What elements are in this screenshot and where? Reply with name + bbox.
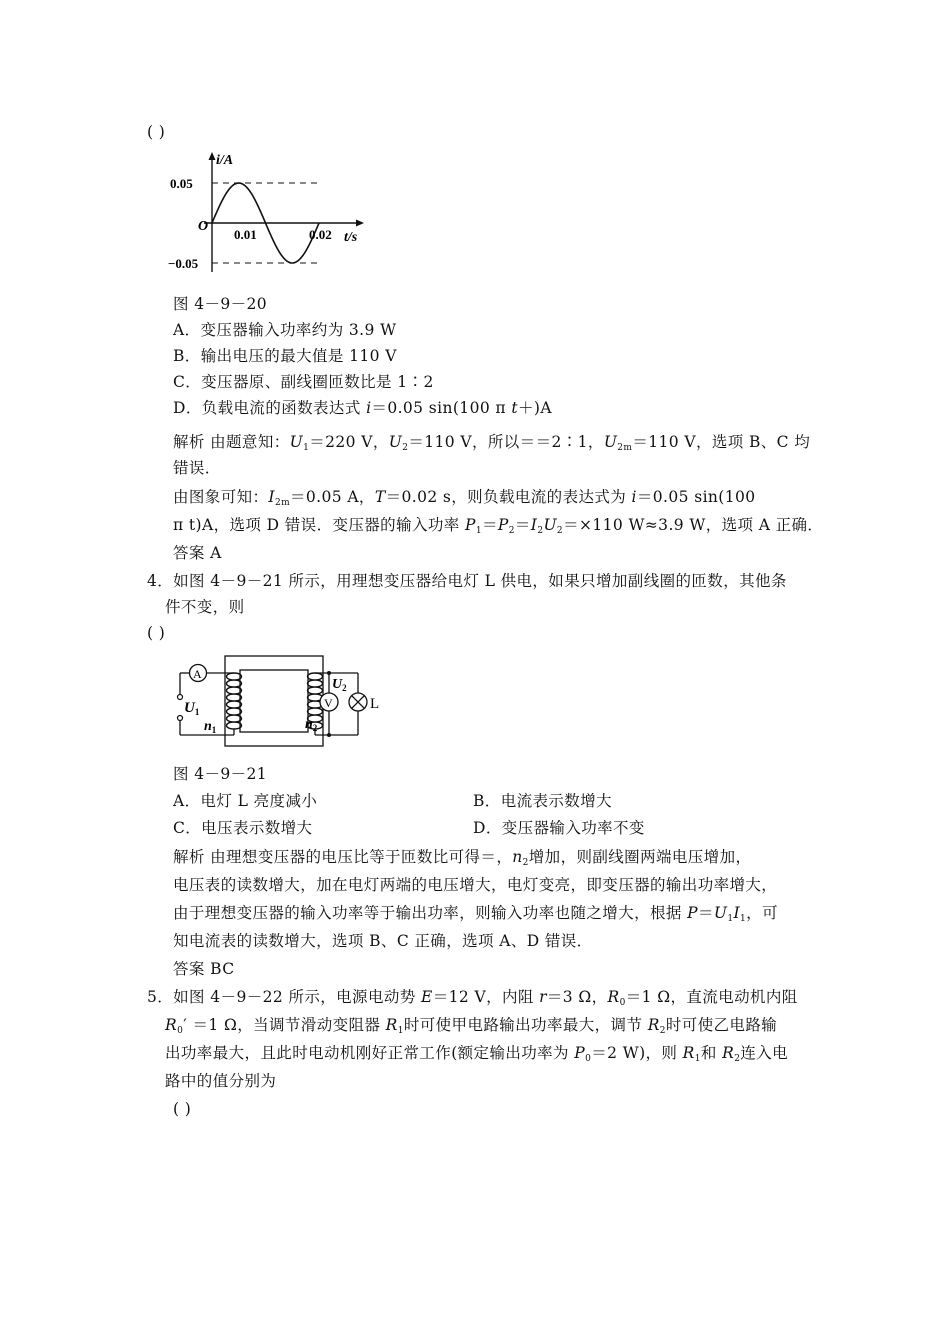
y-axis-arrow (209, 152, 216, 160)
n2-label: $n_2$ (305, 717, 318, 733)
q4-explanation-line4: 知电流表的读数增大，选项 B、C 正确，选项 A、D 错误． (173, 932, 593, 950)
q4-option-a: A．电灯 L 亮度减小 (173, 792, 318, 810)
q5-stem-line1: 5．如图 4－9－22 所示，电源电动势 E＝12 V，内阻 r＝3 Ω，$R_0=1$ Ω，直流电动机内阻 (147, 988, 798, 1008)
q4-answer-paren: ( ) (147, 624, 166, 642)
primary-coil (227, 673, 242, 729)
u1-label: $U_1$ (184, 700, 200, 717)
q4-explanation-line1: 解析 由理想变压器的电压比等于匝数比可得＝，$n_2$增加，则副线圈两端电压增加， (173, 848, 752, 868)
q4-transformer-circuit (170, 650, 390, 750)
y-min-label: −0.05 (168, 256, 199, 271)
y-axis-label: i/A (216, 153, 234, 168)
x-tick-002: 0.02 (309, 227, 332, 242)
q5-stem-line3: 出功率最大，且此时电动机刚好正常工作(额定输出功率为 $P_0=2$ W)，则 $R_1$和 $R_2$连入电 (165, 1044, 789, 1064)
y-max-label: 0.05 (170, 176, 193, 191)
q3-explanation-line3: 由图象可知：$I_{2m}=0.05$ A，T＝0.02 s，则负载电流的表达式为 i＝0.05 sin(100 (173, 488, 756, 508)
q4-explanation-line3: 由于理想变压器的输入功率等于输出功率，则输入功率也随之增大，根据 $P=U_1I_1$，可 (173, 904, 778, 924)
q4-option-b: B．电流表示数增大 (473, 792, 612, 810)
q3-explanation-line4: π t)A，选项 D 错误．变压器的输入功率 $P_1=P_2=I_2U_2=\times 110$ W≈3.9 W，选项 A 正确． (173, 516, 824, 536)
q3-explanation-line2: 错误． (173, 459, 221, 477)
q3-option-a: A．变压器输入功率约为 3.9 W (173, 321, 397, 339)
q4-stem-line1: 4．如图 4－9－21 所示，用理想变压器给电灯 L 供电，如果只增加副线圈的匝数，其他条 (147, 572, 787, 590)
q3-option-b: B．输出电压的最大值是 110 V (173, 347, 397, 365)
ammeter-label: A (193, 667, 202, 681)
q4-explanation-line2: 电压表的读数增大，加在电灯两端的电压增大，电灯变亮，即变压器的输出功率增大， (173, 876, 778, 894)
q4-stem-line2: 件不变，则 (165, 598, 245, 616)
x-tick-001: 0.01 (234, 227, 257, 242)
q4-answer: 答案 BC (173, 960, 235, 978)
q5-answer-paren: ( ) (173, 1100, 192, 1118)
q5-stem-line2: $R_0' =1$ Ω，当调节滑动变阻器 $R_1$时可使甲电路输出功率最大，调节 $R_2$时可使乙电路输 (165, 1016, 778, 1036)
q3-answer-paren: ( ) (147, 123, 166, 141)
x-axis-label: t/s (344, 230, 358, 245)
lamp-label: L (370, 696, 380, 712)
iron-core-inner (240, 670, 308, 732)
x-axis-arrow (356, 220, 364, 227)
q4-option-c: C．电压表示数增大 (173, 819, 313, 837)
terminal-bottom (178, 716, 183, 721)
q3-explanation-line1: 解析 由题意知：$U_1=220$ V，$U_2=110$ V，所以＝＝2∶1，$U_{2m}=110$ V，选项 B、C 均 (173, 433, 811, 453)
q3-option-d: D．负载电流的函数表达式 i＝0.05 sin(100 π t＋)A (173, 399, 552, 417)
q3-sine-graph (168, 150, 368, 275)
origin-label: O (198, 219, 209, 234)
q4-option-d: D．变压器输入功率不变 (473, 819, 645, 837)
q5-stem-line4: 路中的值分别为 (165, 1072, 277, 1090)
terminal-top (178, 695, 183, 700)
voltmeter-label: V (324, 696, 333, 710)
n1-label: $n_1$ (204, 719, 217, 735)
q3-option-c: C．变压器原、副线圈匝数比是 1∶2 (173, 373, 434, 391)
q3-answer: 答案 A (173, 544, 222, 562)
u2-label: $U_2$ (332, 677, 347, 693)
q4-figure-caption: 图 4－9－21 (173, 765, 268, 783)
q3-figure-caption: 图 4－9－20 (173, 295, 268, 313)
